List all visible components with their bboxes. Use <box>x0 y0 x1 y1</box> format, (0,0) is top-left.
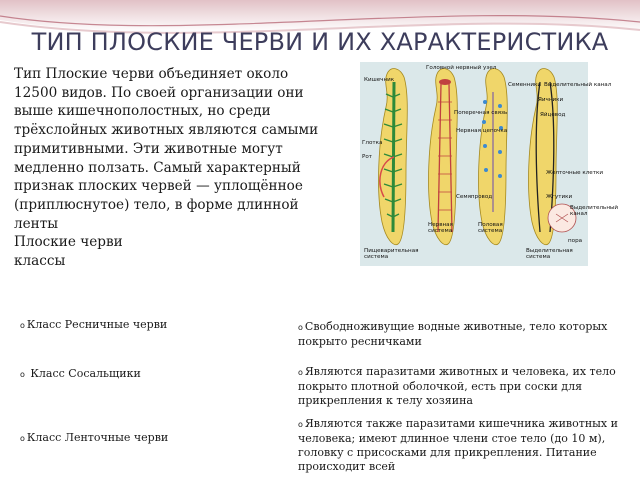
bullet-icon: o <box>298 368 303 377</box>
label-golovnoy-uzel: Головной нервный узел <box>426 65 497 71</box>
bullet-icon: o <box>20 321 25 330</box>
label-pora: пора <box>568 238 583 244</box>
worm-reproductive <box>479 69 508 245</box>
label-yaitsevod: Яйцевод <box>540 112 566 118</box>
class-item-3 <box>20 431 168 446</box>
label-vydelitelnaya-sistema: Выделительная система <box>526 248 573 260</box>
classes-heading-line1: Плоские черви <box>14 234 123 251</box>
flatworm-anatomy-figure <box>360 62 619 266</box>
label-glotka: Глотка <box>362 140 383 146</box>
classes-heading-line2: классы <box>14 253 66 270</box>
label-poperechnaya-svyaz: Поперечная связь <box>454 110 508 116</box>
title-banner <box>0 0 640 62</box>
label-zhgutiki: Жгутики <box>546 194 573 200</box>
class-item-1 <box>20 318 167 333</box>
label-polovaya-sistema: Половая система <box>478 222 503 234</box>
bullet-icon: o <box>20 370 25 379</box>
label-semeprovod: Семяпровод <box>456 194 493 200</box>
label-vydelitelny-kanal: Выделительный канал <box>544 82 612 88</box>
intro-text: Тип Плоские черви объединяет около 12500 видов. По своей организации они выше кишечнополостных, но среди трёхслойных животных являются самыми примитивными. Эти животные могут медленно ползать. Самый характерный признак плоских червей — уплощённое (приплюснутое) тело, в форме длинной ленты <box>14 66 319 232</box>
label-yaichniki: Яичники <box>538 97 564 103</box>
class-item-2 <box>20 367 141 382</box>
label-nervnaya-sistema: Нервная система <box>428 222 453 234</box>
label-rot: Рот <box>362 154 373 160</box>
description-text: Являются также паразитами кишечника животных и человека; имеют длинное члени стое тело (до 10 м), головку с присосками для прикрепления. Питание происходит всей <box>298 417 618 473</box>
intro-block <box>14 65 319 271</box>
bullet-icon: o <box>298 420 303 429</box>
class-name: Класс Ленточные черви <box>26 431 169 444</box>
class-name: Класс Сосальщики <box>30 367 141 380</box>
worm-nervous <box>429 69 458 245</box>
class-description-2 <box>298 365 632 408</box>
worm-digestive <box>379 69 408 245</box>
class-description-3 <box>298 417 628 474</box>
label-nervnaya-tsepochka: Нервная цепочка <box>456 128 508 134</box>
label-semenniki: Семенники <box>508 82 541 88</box>
label-vydelitelny-kanal-2: Выделительный канал <box>570 205 619 217</box>
label-zheltochnye-kletki: Желточные клетки <box>546 170 603 176</box>
bullet-icon: o <box>20 434 25 443</box>
bullet-icon: o <box>298 323 303 332</box>
description-text: Являются паразитами животных и человека, их тело покрыто плотной оболочкой, есть при соски для прикрепления к телу хозяина <box>298 365 616 407</box>
class-name: Класс Ресничные черви <box>26 318 168 331</box>
worm-excretory <box>529 69 576 245</box>
description-text: Свободноживущие водные животные, тело которых покрыто ресничками <box>298 320 608 348</box>
label-kishechnik: Кишечник <box>364 77 395 83</box>
label-pishevaritelnaya-sistema: Пищеварительная система <box>364 248 419 260</box>
class-description-1 <box>298 320 628 349</box>
page-title: ТИП ПЛОСКИЕ ЧЕРВИ И ИХ ХАРАКТЕРИСТИКА <box>31 28 609 56</box>
